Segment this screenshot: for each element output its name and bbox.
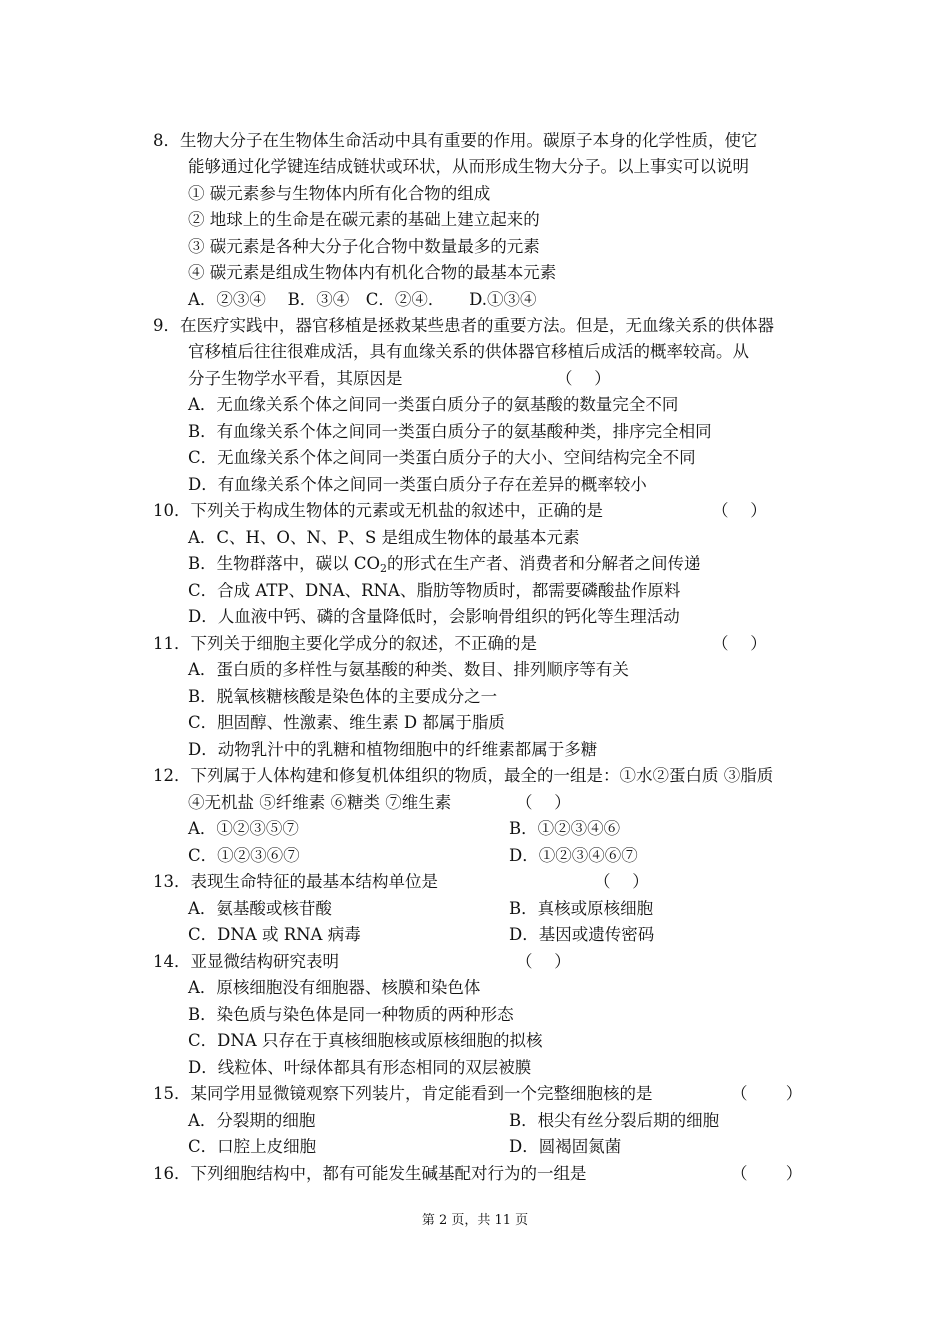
q8-stem-line2: 能够通过化学键连结成链状或环状，从而形成生物大分子。以上事实可以说明 bbox=[188, 157, 749, 176]
q9-option-d: D．有血缘关系个体之间同一类蛋白质分子存在差异的概率较小 bbox=[188, 475, 647, 494]
q13-option-d: D．基因或遗传密码 bbox=[509, 925, 655, 944]
q8-options: A．②③④ B．③④ C．②④． D.①③④ bbox=[188, 290, 537, 309]
q13-option-c: C．DNA 或 RNA 病毒 bbox=[188, 925, 361, 944]
q15-option-c: C．口腔上皮细胞 bbox=[188, 1137, 317, 1156]
q8-item-3: ③ 碳元素是各种大分子化合物中数量最多的元素 bbox=[188, 237, 540, 256]
q10-option-b-subscript: 2 bbox=[380, 562, 388, 575]
q13-option-a: A．氨基酸或核苷酸 bbox=[188, 899, 332, 918]
q16-stem: 16．下列细胞结构中，都有可能发生碱基配对行为的一组是 bbox=[153, 1164, 587, 1183]
q12-answer-bracket: （ ） bbox=[516, 793, 571, 812]
q8-item-2: ② 地球上的生命是在碳元素的基础上建立起来的 bbox=[188, 210, 540, 229]
q11-option-c: C．胆固醇、性激素、维生素 D 都属于脂质 bbox=[188, 713, 505, 732]
q15-option-a: A．分裂期的细胞 bbox=[188, 1111, 316, 1130]
q11-option-b: B．脱氧核糖核酸是染色体的主要成分之一 bbox=[188, 687, 498, 706]
q15-answer-bracket: （ ） bbox=[731, 1084, 803, 1103]
q12-stem-line2: ④无机盐 ⑤纤维素 ⑥糖类 ⑦维生素 bbox=[188, 793, 452, 812]
q13-answer-bracket: （ ） bbox=[594, 872, 649, 891]
page-number-footer: 第 2 页，共 11 页 bbox=[421, 1213, 529, 1228]
q11-option-a: A．蛋白质的多样性与氨基酸的种类、数目、排列顺序等有关 bbox=[188, 660, 629, 679]
q16-answer-bracket: （ ） bbox=[731, 1164, 803, 1183]
q10-option-b-text: B．生物群落中，碳以 CO bbox=[188, 554, 381, 573]
q13-stem: 13．表现生命特征的最基本结构单位是 bbox=[153, 872, 438, 891]
q9-stem-line2: 官移植后往往很难成活，具有血缘关系的供体器官移植后成活的概率较高。从 bbox=[188, 342, 749, 361]
q14-option-b: B．染色质与染色体是同一种物质的两种形态 bbox=[188, 1005, 514, 1024]
q14-option-c: C．DNA 只存在于真核细胞核或原核细胞的拟核 bbox=[188, 1031, 543, 1050]
q10-option-c: C．合成 ATP、DNA、RNA、脂肪等物质时，都需要磷酸盐作原料 bbox=[188, 581, 681, 600]
q12-option-d: D．①②③④⑥⑦ bbox=[509, 846, 638, 865]
q14-stem: 14．亚显微结构研究表明 bbox=[153, 952, 339, 971]
q15-stem: 15．某同学用显微镜观察下列装片，肯定能看到一个完整细胞核的是 bbox=[153, 1084, 653, 1103]
q8-item-4: ④ 碳元素是组成生物体内有机化合物的最基本元素 bbox=[188, 263, 557, 282]
q12-stem-line1: 12．下列属于人体构建和修复机体组织的物质，最全的一组是：①水②蛋白质 ③脂质 bbox=[153, 766, 774, 785]
q9-answer-bracket: （ ） bbox=[556, 369, 611, 388]
q8-item-1: ① 碳元素参与生物体内所有化合物的组成 bbox=[188, 184, 491, 203]
q11-option-d: D．动物乳汁中的乳糖和植物细胞中的纤维素都属于多糖 bbox=[188, 740, 598, 759]
q10-option-a: A．C、H、O、N、P、S 是组成生物体的最基本元素 bbox=[188, 528, 580, 547]
q10-stem: 10．下列关于构成生物体的元素或无机盐的叙述中，正确的是 bbox=[153, 501, 603, 520]
q9-stem-line1: 9．在医疗实践中，器官移植是拯救某些患者的重要方法。但是，无血缘关系的供体器 bbox=[153, 316, 774, 335]
q14-answer-bracket: （ ） bbox=[516, 952, 571, 971]
q8-stem-line1: 8．生物大分子在生物体生命活动中具有重要的作用。碳原子本身的化学性质，使它 bbox=[153, 131, 758, 150]
q12-option-c: C．①②③⑥⑦ bbox=[188, 846, 300, 865]
q11-answer-bracket: （ ） bbox=[712, 634, 767, 653]
q14-option-d: D．线粒体、叶绿体都具有形态相同的双层被膜 bbox=[188, 1058, 532, 1077]
q10-option-b bbox=[188, 552, 701, 576]
q9-option-a: A．无血缘关系个体之间同一类蛋白质分子的氨基酸的数量完全不同 bbox=[188, 395, 679, 414]
q10-option-b-text-end: 的形式在生产者、消费者和分解者之间传递 bbox=[387, 554, 701, 573]
q12-option-b: B．①②③④⑥ bbox=[509, 819, 621, 838]
q9-option-c: C．无血缘关系个体之间同一类蛋白质分子的大小、空间结构完全不同 bbox=[188, 448, 696, 467]
q10-option-d: D．人血液中钙、磷的含量降低时，会影响骨组织的钙化等生理活动 bbox=[188, 607, 680, 626]
q11-stem: 11．下列关于细胞主要化学成分的叙述，不正确的是 bbox=[153, 634, 537, 653]
q15-option-d: D．圆褐固氮菌 bbox=[509, 1137, 622, 1156]
q13-option-b: B．真核或原核细胞 bbox=[509, 899, 654, 918]
q10-answer-bracket: （ ） bbox=[712, 501, 767, 520]
q12-option-a: A．①②③⑤⑦ bbox=[188, 819, 299, 838]
q15-option-b: B．根尖有丝分裂后期的细胞 bbox=[509, 1111, 720, 1130]
q14-option-a: A．原核细胞没有细胞器、核膜和染色体 bbox=[188, 978, 481, 997]
q9-option-b: B．有血缘关系个体之间同一类蛋白质分子的氨基酸种类，排序完全相同 bbox=[188, 422, 712, 441]
q9-stem-line3: 分子生物学水平看，其原因是 bbox=[188, 369, 403, 388]
